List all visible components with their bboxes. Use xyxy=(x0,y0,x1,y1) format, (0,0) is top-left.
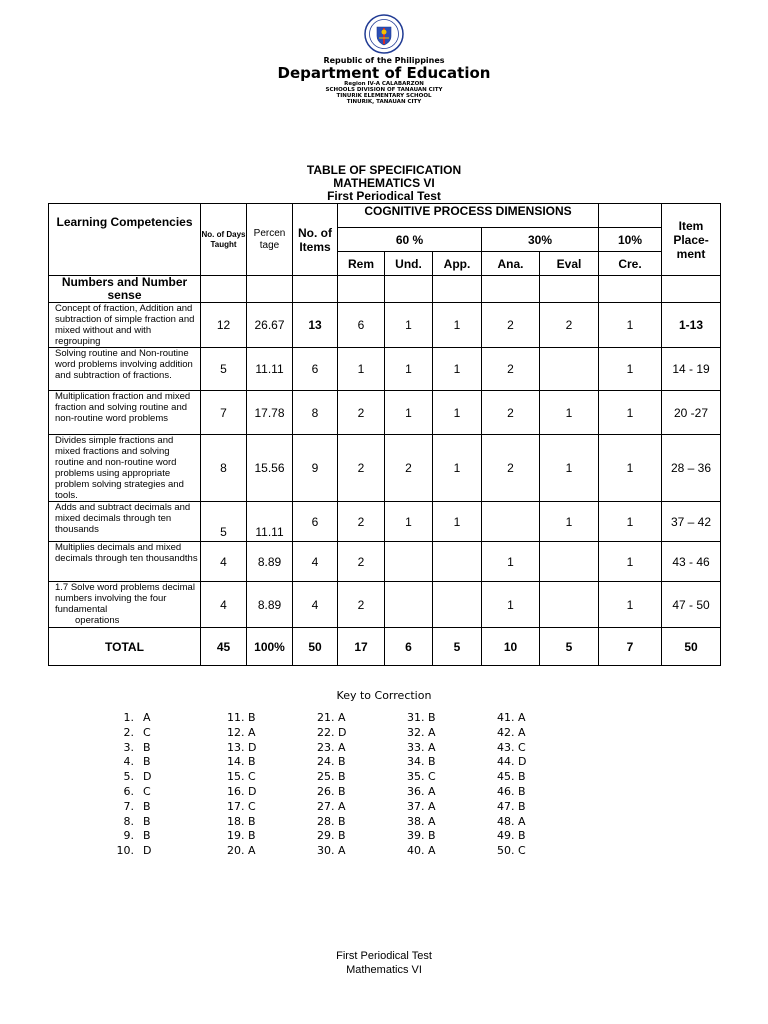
ana-cell xyxy=(482,502,540,542)
app-cell: 1 xyxy=(433,348,482,391)
subject-title: MATHEMATICS VI xyxy=(333,176,435,190)
answer-key-item: 20. A xyxy=(227,844,256,858)
header-group-60: 60 % xyxy=(338,228,482,252)
header-cre: Cre. xyxy=(599,252,662,276)
total-items: 50 xyxy=(293,628,338,666)
competency-text: 1.7 Solve word problems decimal numbers involving the four fundamental xyxy=(55,582,195,615)
days-cell: 12 xyxy=(201,303,247,348)
total-label: TOTAL xyxy=(49,628,201,666)
answer-key-item: 21. A xyxy=(317,711,346,724)
school-label: TINURIK ELEMENTARY SCHOOL xyxy=(336,93,432,99)
answer-key-item: 18. B xyxy=(227,814,256,828)
answer-key-item: 26. B xyxy=(317,784,346,798)
und-cell: 1 xyxy=(385,348,433,391)
cre-cell: 1 xyxy=(599,303,662,348)
table-row xyxy=(49,348,721,391)
competency-cell: Divides simple fractions and mixed fractions and solving routine and non-routine word problems using appropriate problem solving strategies and tools. xyxy=(49,435,201,502)
answer-key-item: 37. A xyxy=(407,799,436,813)
table-row xyxy=(49,391,721,435)
answer-key-column-2 xyxy=(227,711,256,859)
answer-key-item: 36. A xyxy=(407,784,436,798)
cre-cell: 1 xyxy=(599,348,662,391)
region-label: Region IV-A CALABARZON xyxy=(344,81,424,87)
competency-cell: Solving routine and Non-routine word problems involving addition and subtraction of fractions. xyxy=(49,348,201,391)
cre-cell: 1 xyxy=(599,391,662,435)
und-cell: 1 xyxy=(385,391,433,435)
document-title: TABLE OF SPECIFICATION xyxy=(306,163,462,177)
und-cell: 1 xyxy=(385,502,433,542)
days-cell: 4 xyxy=(201,582,247,628)
header-eval: Eval xyxy=(540,252,599,276)
ana-cell: 2 xyxy=(482,348,540,391)
header-item-placement: Item Place-ment xyxy=(662,204,721,276)
ana-cell: 2 xyxy=(482,391,540,435)
eval-cell xyxy=(540,348,599,391)
placement-cell: 47 - 50 xyxy=(662,582,721,628)
app-cell xyxy=(433,542,482,582)
answer-key-item: 22. D xyxy=(317,725,347,739)
header-days-taught: No. of Days Taught xyxy=(201,204,247,276)
rem-cell: 6 xyxy=(338,303,385,348)
rem-cell: 2 xyxy=(338,542,385,582)
answer-key-item: 28. B xyxy=(317,814,346,828)
answer-key-item: 25. B xyxy=(317,770,346,784)
pct-cell: 11.11 xyxy=(247,502,293,542)
answer-key-column-5 xyxy=(497,711,526,859)
header-und: Und. xyxy=(385,252,433,276)
und-cell xyxy=(385,542,433,582)
total-cre: 7 xyxy=(599,628,662,666)
answer-key-item: 17. C xyxy=(227,799,256,813)
answer-key-item: 8. B xyxy=(123,814,151,828)
app-cell: 1 xyxy=(433,435,482,502)
placement-cell: 37 – 42 xyxy=(662,502,721,542)
competency-cell xyxy=(49,582,201,628)
items-cell: 9 xyxy=(293,435,338,502)
answer-key-item: 6. C xyxy=(123,784,151,798)
app-cell: 1 xyxy=(433,391,482,435)
answer-key-item: 16. D xyxy=(227,784,257,798)
rem-cell: 2 xyxy=(338,502,385,542)
total-app: 5 xyxy=(433,628,482,666)
pct-cell: 11.11 xyxy=(247,348,293,391)
competency-cell: Adds and subtract decimals and mixed decimals through ten thousands xyxy=(49,502,201,542)
answer-key-item: 1. A xyxy=(123,711,151,724)
eval-cell: 2 xyxy=(540,303,599,348)
specification-table xyxy=(48,203,721,666)
answer-key-item: 35. C xyxy=(407,770,436,784)
division-label: SCHOOLS DIVISION OF TANAUAN CITY xyxy=(325,87,443,93)
test-title: First Periodical Test xyxy=(327,189,441,203)
header-ana: Ana. xyxy=(482,252,540,276)
header-learning-competencies: Learning Competencies xyxy=(49,204,201,276)
answer-key-item: 47. B xyxy=(497,799,526,813)
answer-key-item: 48. A xyxy=(497,814,526,828)
answer-key-column-1 xyxy=(112,711,151,859)
answer-key-item: 49. B xyxy=(497,829,526,843)
pct-cell: 8.89 xyxy=(247,582,293,628)
answer-key-item: 38. A xyxy=(407,814,436,828)
answer-key-item: 27. A xyxy=(317,799,346,813)
answer-key-item: 14. B xyxy=(227,755,256,769)
answer-key-item: 4. B xyxy=(123,755,151,769)
eval-cell: 1 xyxy=(540,391,599,435)
days-cell: 8 xyxy=(201,435,247,502)
header-app: App. xyxy=(433,252,482,276)
answer-key-column-3 xyxy=(317,711,346,859)
und-cell xyxy=(385,582,433,628)
competency-text-tail: operations xyxy=(75,615,120,626)
und-cell: 1 xyxy=(385,303,433,348)
table-row xyxy=(49,502,721,542)
header-blank xyxy=(599,204,662,228)
answer-key-item: 40. A xyxy=(407,844,436,858)
total-pct: 100% xyxy=(247,628,293,666)
total-eval: 5 xyxy=(540,628,599,666)
header-group-30: 30% xyxy=(482,228,599,252)
answer-key-item: 7. B xyxy=(123,799,151,813)
items-cell: 13 xyxy=(293,303,338,348)
total-rem: 17 xyxy=(338,628,385,666)
rem-cell: 2 xyxy=(338,582,385,628)
answer-key-item: 10. D xyxy=(116,844,152,858)
ana-cell: 2 xyxy=(482,435,540,502)
days-cell: 4 xyxy=(201,542,247,582)
und-cell: 2 xyxy=(385,435,433,502)
items-cell: 6 xyxy=(293,348,338,391)
total-und: 6 xyxy=(385,628,433,666)
placement-cell: 28 – 36 xyxy=(662,435,721,502)
department-title: Department of Education xyxy=(277,64,491,82)
pct-cell: 17.78 xyxy=(247,391,293,435)
eval-cell xyxy=(540,542,599,582)
key-title: Key to Correction xyxy=(336,689,432,702)
placement-cell: 43 - 46 xyxy=(662,542,721,582)
app-cell xyxy=(433,582,482,628)
competency-cell: Concept of fraction, Addition and subtraction of simple fraction and mixed without and with regrouping xyxy=(49,303,201,348)
ana-cell: 2 xyxy=(482,303,540,348)
answer-key-item: 19. B xyxy=(227,829,256,843)
header-cognitive-dimensions: COGNITIVE PROCESS DIMENSIONS xyxy=(338,204,599,228)
rem-cell: 2 xyxy=(338,435,385,502)
answer-key-item: 2. C xyxy=(123,725,151,739)
items-cell: 4 xyxy=(293,582,338,628)
pct-cell: 15.56 xyxy=(247,435,293,502)
total-row xyxy=(49,628,721,666)
answer-key-item: 45. B xyxy=(497,770,526,784)
eval-cell xyxy=(540,582,599,628)
app-cell: 1 xyxy=(433,502,482,542)
items-cell: 4 xyxy=(293,542,338,582)
header-percentage: Percen tage xyxy=(247,204,293,276)
answer-key-item: 32. A xyxy=(407,725,436,739)
table-row xyxy=(49,582,721,628)
total-ana: 10 xyxy=(482,628,540,666)
answer-key-item: 9. B xyxy=(123,829,151,843)
deped-seal-icon xyxy=(364,14,404,54)
answer-key-item: 23. A xyxy=(317,740,346,754)
items-cell: 8 xyxy=(293,391,338,435)
total-placement: 50 xyxy=(662,628,721,666)
items-cell: 6 xyxy=(293,502,338,542)
answer-key-item: 50. C xyxy=(497,844,526,858)
days-cell: 7 xyxy=(201,391,247,435)
competency-cell: Multiplication fraction and mixed fraction and solving routine and non-routine word problems xyxy=(49,391,201,435)
ana-cell: 1 xyxy=(482,542,540,582)
pct-cell: 26.67 xyxy=(247,303,293,348)
placement-cell: 14 - 19 xyxy=(662,348,721,391)
ana-cell: 1 xyxy=(482,582,540,628)
answer-key-item: 33. A xyxy=(407,740,436,754)
placement-cell: 1-13 xyxy=(662,303,721,348)
header-no-of-items: No. of Items xyxy=(293,204,338,276)
cre-cell: 1 xyxy=(599,582,662,628)
total-days: 45 xyxy=(201,628,247,666)
eval-cell: 1 xyxy=(540,435,599,502)
cre-cell: 1 xyxy=(599,542,662,582)
section-label: Numbers and Number sense xyxy=(49,276,201,303)
answer-key-item: 5. D xyxy=(123,770,152,784)
footer-test-name: First Periodical Test xyxy=(336,950,432,962)
answer-key-item: 11. B xyxy=(227,711,256,724)
cre-cell: 1 xyxy=(599,502,662,542)
answer-key-item: 46. B xyxy=(497,784,526,798)
placement-cell: 20 -27 xyxy=(662,391,721,435)
answer-key-item: 34. B xyxy=(407,755,436,769)
republic-label: Republic of the Philippines xyxy=(323,56,445,65)
answer-key-item: 29. B xyxy=(317,829,346,843)
answer-key-item: 3. B xyxy=(123,740,151,754)
answer-key-item: 24. B xyxy=(317,755,346,769)
answer-key-item: 30. A xyxy=(317,844,346,858)
table-row xyxy=(49,435,721,502)
rem-cell: 1 xyxy=(338,348,385,391)
app-cell: 1 xyxy=(433,303,482,348)
answer-key-item: 44. D xyxy=(497,755,527,769)
header-rem: Rem xyxy=(338,252,385,276)
header-group-10: 10% xyxy=(599,228,662,252)
answer-key-item: 43. C xyxy=(497,740,526,754)
footer-subject: Mathematics VI xyxy=(346,964,422,976)
pct-cell: 8.89 xyxy=(247,542,293,582)
table-row xyxy=(49,303,721,348)
answer-key-column-4 xyxy=(407,711,436,859)
cre-cell: 1 xyxy=(599,435,662,502)
table-row xyxy=(49,542,721,582)
rem-cell: 2 xyxy=(338,391,385,435)
answer-key-item: 12. A xyxy=(227,725,256,739)
answer-key-item: 39. B xyxy=(407,829,436,843)
eval-cell: 1 xyxy=(540,502,599,542)
days-cell: 5 xyxy=(201,502,247,542)
answer-key-item: 31. B xyxy=(407,711,436,724)
address-label: TINURIK, TANAUAN CITY xyxy=(346,99,422,105)
answer-key-item: 41. A xyxy=(497,711,526,724)
answer-key-item: 13. D xyxy=(227,740,257,754)
competency-cell: Multiplies decimals and mixed decimals through ten thousandths xyxy=(49,542,201,582)
answer-key-item: 42. A xyxy=(497,725,526,739)
answer-key-item: 15. C xyxy=(227,770,256,784)
days-cell: 5 xyxy=(201,348,247,391)
